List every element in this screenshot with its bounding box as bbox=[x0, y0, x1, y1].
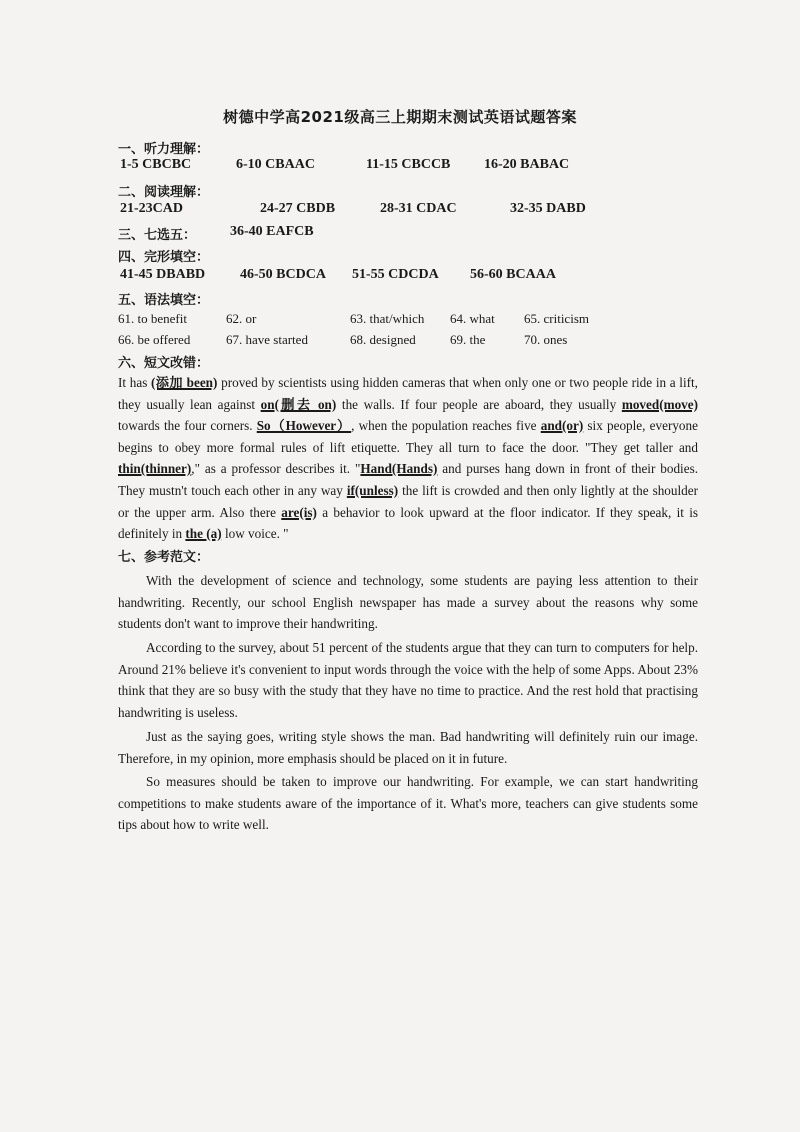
answer-group: 24-27 CBDB bbox=[260, 201, 336, 216]
passage-text: a behavior to look upward at the floor indicator. If they speak, it is definitely in bbox=[118, 504, 698, 542]
section-heading-reading: 二、阅读理解： bbox=[118, 185, 210, 200]
passage-text: proved by scientists using hidden cameras that when only one or two people ride in a lift, they usually lean against bbox=[118, 375, 698, 412]
correction-mark: the (a) bbox=[185, 526, 222, 542]
correction-mark: thin(thinner) bbox=[118, 461, 192, 477]
page-title: 树德中学高2021级高三上期期末测试英语试题答案 bbox=[223, 108, 577, 126]
answer-item: 64. what bbox=[450, 311, 495, 326]
correction-mark: are(is) bbox=[281, 504, 317, 520]
answer-group: 32-35 DABD bbox=[510, 201, 586, 216]
passage-text: ," as a professor describes it. " bbox=[191, 461, 361, 477]
answer-item: 62. or bbox=[226, 311, 257, 326]
section-heading-correction: 六、短文改错： bbox=[118, 356, 210, 371]
passage-text: , when the population reaches five bbox=[351, 418, 541, 434]
answer-item: 69. the bbox=[450, 332, 486, 347]
answer-group: 28-31 CDAC bbox=[380, 201, 457, 216]
essay-paragraph: With the development of science and technology, some students are paying less attention to their handwriting. Recently, our school English newspaper has made a survey about the reasons why some students don't want to improve their handwriting. bbox=[118, 573, 698, 632]
correction-mark: on(删去 on) bbox=[260, 396, 337, 412]
answer-group: 11-15 CBCCB bbox=[366, 157, 451, 172]
answer-item: 68. designed bbox=[350, 332, 416, 347]
passage-text: six people, everyone begins to obey more formal rules of lift etiquette. They all turn to face the door. "They get taller and bbox=[118, 418, 698, 455]
answer-group: 36-40 EAFCB bbox=[230, 224, 314, 239]
answer-group: 56-60 BCAAA bbox=[470, 267, 556, 282]
essay-paragraph: So measures should be taken to improve our handwriting. For example, we can start handwriting competitions to make students aware of the importance of it. What's more, teachers can give students some tips about how to write well. bbox=[118, 774, 698, 833]
answer-item: 63. that/which bbox=[350, 311, 425, 326]
passage-text: the lift is crowded and then only lightly at the shoulder or the upper arm. Also there bbox=[118, 482, 698, 520]
answer-group: 46-50 BCDCA bbox=[240, 267, 326, 282]
section-heading-grammar: 五、语法填空： bbox=[118, 293, 210, 308]
essay-paragraph: Just as the saying goes, writing style shows the man. Bad handwriting will definitely ruin our image. Therefore, in my opinion, more emphasis should be placed on it in future. bbox=[118, 729, 698, 766]
answer-group: 6-10 CBAAC bbox=[236, 157, 315, 172]
passage-text: low voice. " bbox=[221, 526, 289, 542]
correction-mark: if(unless) bbox=[346, 482, 399, 498]
answer-group: 21-23CAD bbox=[120, 201, 183, 216]
correction-mark: and(or) bbox=[540, 418, 584, 434]
section-heading-essay: 七、参考范文： bbox=[118, 550, 210, 565]
answer-item: 66. be offered bbox=[118, 332, 191, 347]
passage-text: It has bbox=[118, 375, 152, 390]
correction-mark: (添加 been) bbox=[151, 375, 218, 390]
answer-item: 70. ones bbox=[524, 332, 568, 347]
section-heading-cloze: 四、完形填空： bbox=[118, 250, 210, 265]
correction-mark: Hand(Hands) bbox=[360, 461, 438, 477]
answer-group: 51-55 CDCDA bbox=[352, 267, 439, 282]
answer-group: 1-5 CBCBC bbox=[120, 157, 192, 172]
answer-group: 41-45 DBABD bbox=[120, 267, 206, 282]
answer-group: 16-20 BABAC bbox=[484, 157, 570, 172]
correction-mark: So（However） bbox=[256, 418, 352, 434]
error-correction-passage bbox=[118, 372, 698, 545]
answer-item: 61. to benefit bbox=[118, 311, 187, 326]
essay-paragraph: According to the survey, about 51 percent of the students argue that they can turn to computers for help. Around 21% believe it's convenient to input words through the voice with the help of some Apps. About 23% think that they are so busy with the study that they have no time to practice. And the rest hold that practising handwriting is useless. bbox=[118, 640, 698, 720]
passage-text: the walls. If four people are aboard, they usually bbox=[336, 396, 622, 412]
answer-item: 65. criticism bbox=[524, 311, 589, 326]
section-heading-listening: 一、听力理解： bbox=[118, 142, 210, 157]
correction-mark: moved(move) bbox=[621, 396, 698, 412]
passage-text: towards the four corners. bbox=[118, 418, 257, 434]
section-heading-seven: 三、七选五： bbox=[118, 228, 197, 243]
answer-item: 67. have started bbox=[226, 332, 308, 347]
passage-text: and purses hang down in front of their bodies. They mustn't touch each other in any way bbox=[118, 461, 698, 498]
